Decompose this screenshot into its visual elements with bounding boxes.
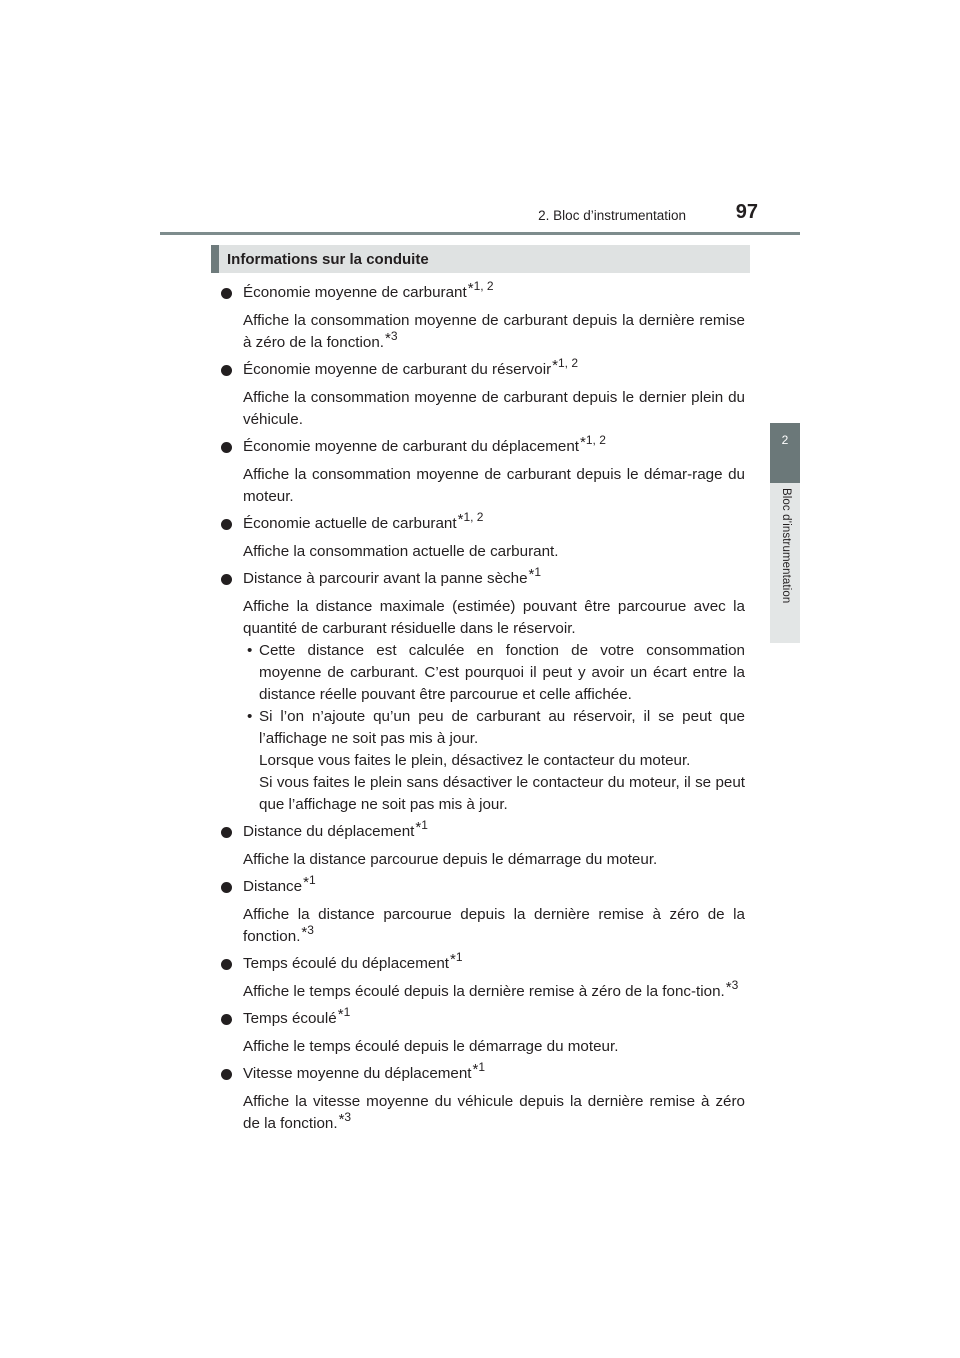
item-title: Économie moyenne de carburant xyxy=(243,284,467,301)
sub-bullet-text: Si l’on n’ajoute qu’un peu de carburant au réservoir, il se peut que l’affichage ne soit pas mis à jour. xyxy=(259,708,745,747)
item-description xyxy=(221,541,745,563)
item-heading xyxy=(221,818,745,843)
footnote-ref: *3 xyxy=(725,978,739,996)
description-text: Affiche la consommation moyenne de carburant depuis la dernière remise à zéro de la fonction. xyxy=(243,312,745,351)
footnote-number: 1 xyxy=(478,1060,486,1074)
bullet-icon xyxy=(221,1014,232,1025)
description-text: Affiche le temps écoulé depuis le démarrage du moteur. xyxy=(243,1038,619,1055)
item-title: Distance du déplacement xyxy=(243,823,415,840)
item-description xyxy=(221,596,745,640)
item-description xyxy=(221,978,745,1003)
bullet-icon xyxy=(221,442,232,453)
item-title: Économie moyenne de carburant du réservoir xyxy=(243,361,552,378)
list-item xyxy=(221,950,745,1003)
item-title: Économie moyenne de carburant du déplacement xyxy=(243,438,580,455)
item-title: Temps écoulé du déplacement xyxy=(243,955,450,972)
bullet-icon xyxy=(221,882,232,893)
footnote-ref: *3 xyxy=(385,329,398,347)
description-text: Affiche la consommation actuelle de carburant. xyxy=(243,543,559,560)
footnote-ref: *3 xyxy=(301,923,314,941)
footnote-number: 3 xyxy=(307,923,314,937)
description-text: Affiche la consommation moyenne de carburant depuis le dernier plein du véhicule. xyxy=(243,389,745,428)
footnote-number: 1 xyxy=(421,818,428,832)
footnote-number: 1 xyxy=(308,873,316,887)
footnote-number: 1, 2 xyxy=(557,356,578,370)
item-heading xyxy=(221,1005,745,1030)
sub-bullet-item xyxy=(221,706,745,750)
bullet-icon xyxy=(221,827,232,838)
item-heading xyxy=(221,510,745,535)
item-description xyxy=(221,1091,745,1135)
list-item xyxy=(221,1060,745,1135)
side-tab-number: 2 xyxy=(781,433,789,447)
list-item xyxy=(221,873,745,948)
footnote-number: 1, 2 xyxy=(585,433,606,447)
side-tab-number-block xyxy=(770,423,800,483)
item-title: Vitesse moyenne du déplacement xyxy=(243,1065,472,1082)
item-heading xyxy=(221,1060,745,1085)
content-body xyxy=(221,277,745,1135)
item-description xyxy=(221,1036,745,1058)
description-text: Affiche la distance maximale (estimée) pouvant être parcourue avec la quantité de carburant résiduelle dans le réservoir. xyxy=(243,598,745,637)
footnote-number: 3 xyxy=(390,329,398,343)
footnote-ref: *1 xyxy=(528,565,542,583)
item-heading xyxy=(221,950,745,975)
description-text: Affiche le temps écoulé depuis la dernière remise à zéro de la fonc-tion. xyxy=(243,983,725,1000)
footnote-ref: *1, 2 xyxy=(580,433,606,451)
description-text: Affiche la vitesse moyenne du véhicule depuis la dernière remise à zéro de la fonction. xyxy=(243,1093,745,1132)
item-description xyxy=(221,464,745,508)
item-heading xyxy=(221,279,745,304)
footnote-ref: *1 xyxy=(303,873,316,891)
bullet-icon xyxy=(221,288,232,299)
item-title: Distance à parcourir avant la panne sèche xyxy=(243,570,528,587)
item-heading xyxy=(221,433,745,458)
footnote-ref: *1, 2 xyxy=(467,279,494,297)
footnote-number: 3 xyxy=(731,978,739,992)
footnote-ref: *3 xyxy=(338,1110,352,1128)
list-item xyxy=(221,433,745,508)
item-description xyxy=(221,849,745,871)
footnote-number: 1, 2 xyxy=(473,279,494,293)
chapter-title: 2. Bloc d’instrumentation xyxy=(538,208,686,223)
description-text: Affiche la distance parcourue depuis le démarrage du moteur. xyxy=(243,851,658,868)
footnote-number: 1, 2 xyxy=(463,510,484,524)
item-heading xyxy=(221,356,745,381)
item-title: Temps écoulé xyxy=(243,1010,337,1027)
section-header xyxy=(211,245,750,273)
footnote-ref: *1, 2 xyxy=(552,356,578,374)
header-divider xyxy=(160,232,800,235)
bullet-icon xyxy=(221,519,232,530)
bullet-icon xyxy=(221,365,232,376)
item-description xyxy=(221,310,745,354)
footnote-ref: *1 xyxy=(472,1060,486,1078)
item-title: Distance xyxy=(243,878,303,895)
footnote-number: 3 xyxy=(344,1110,352,1124)
footnote-ref: *1 xyxy=(415,818,428,836)
footnote-number: 1 xyxy=(534,565,542,579)
footnote-ref: *1 xyxy=(450,950,463,968)
item-heading xyxy=(221,873,745,898)
sub-bullet-continuation: Lorsque vous faites le plein, désactivez le contacteur du moteur. xyxy=(259,752,691,769)
list-item xyxy=(221,1005,745,1058)
description-text: Affiche la distance parcourue depuis la dernière remise à zéro de la fonction. xyxy=(243,906,745,945)
item-description xyxy=(221,387,745,431)
list-item xyxy=(221,510,745,563)
list-item xyxy=(221,356,745,431)
sub-bullet-icon: • xyxy=(247,642,253,659)
item-title: Économie actuelle de carburant xyxy=(243,515,457,532)
list-item xyxy=(221,565,745,816)
page-number: 97 xyxy=(735,201,758,223)
list-item xyxy=(221,279,745,354)
item-description xyxy=(221,904,745,948)
list-item xyxy=(221,818,745,871)
sub-bullet-continuation: Si vous faites le plein sans désactiver le contacteur du moteur, il se peut que l’affichage ne soit pas mis à jour. xyxy=(259,774,745,813)
bullet-icon xyxy=(221,959,232,970)
footnote-number: 1 xyxy=(343,1005,351,1019)
bullet-icon xyxy=(221,1069,232,1080)
footnote-ref: *1 xyxy=(337,1005,351,1023)
description-text: Affiche la consommation moyenne de carburant depuis le démar-rage du moteur. xyxy=(243,466,745,505)
section-title: Informations sur la conduite xyxy=(227,251,429,268)
sub-bullet-icon: • xyxy=(247,708,253,725)
footnote-number: 1 xyxy=(455,950,463,964)
side-tab-label: Bloc d’instrumentation xyxy=(780,488,792,604)
footnote-ref: *1, 2 xyxy=(457,510,484,528)
bullet-icon xyxy=(221,574,232,585)
sub-bullet-item xyxy=(221,640,745,706)
sub-bullet-text: Cette distance est calculée en fonction de votre consommation moyenne de carburant. C’est pourquoi il peut y avoir un écart entre la distance réelle pouvant être parcourue et celle affichée. xyxy=(259,642,745,703)
item-heading xyxy=(221,565,745,590)
